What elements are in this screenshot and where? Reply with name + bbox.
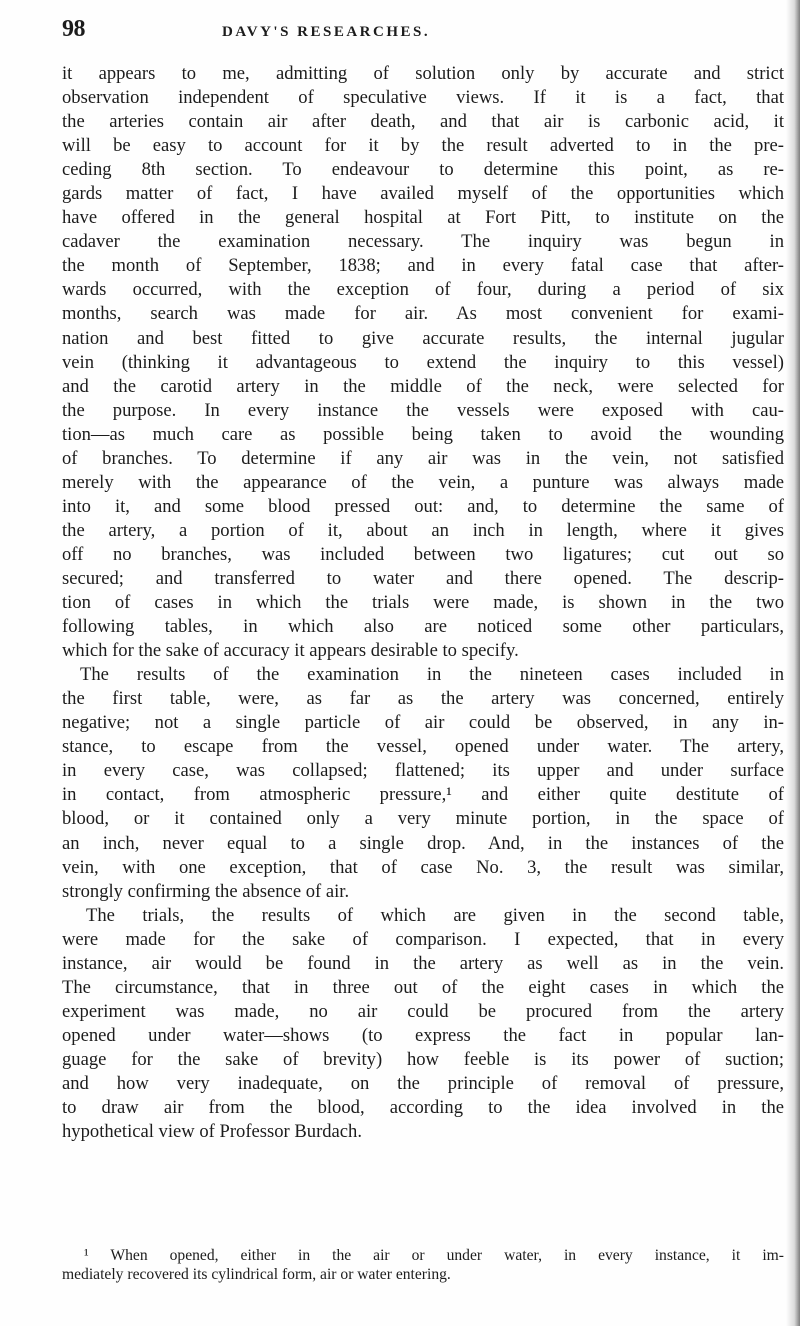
text-line: strongly confirming the absence of air. xyxy=(62,880,350,902)
text-line: merely with the appearance of the vein, a punture was always made xyxy=(62,471,784,493)
text-line: hypothetical view of Professor Burdach. xyxy=(62,1121,363,1143)
text-line: gards matter of fact, I have availed myself of the opportunities which xyxy=(62,183,784,205)
text-line: the purpose. In every instance the vessels were exposed with cau- xyxy=(62,399,784,421)
footnote-line: ¹ When opened, either in the air or under water, in every instance, it im- xyxy=(84,1247,784,1264)
footnote-line: mediately recovered its cylindrical form, air or water entering. xyxy=(62,1266,451,1283)
text-line: ceding 8th section. To endeavour to determine this point, as re- xyxy=(62,159,784,181)
text-line: vein (thinking it advantageous to extend the inquiry to this vessel) xyxy=(62,351,784,373)
text-line: in every case, was collapsed; flattened; its upper and under surface xyxy=(62,760,784,782)
text-line: an inch, never equal to a single drop. And, in the instances of the xyxy=(62,832,784,854)
text-line: and the carotid artery in the middle of the neck, were selected for xyxy=(62,375,784,397)
footnote xyxy=(62,1246,784,1284)
text-line: The results of the examination in the nineteen cases included in xyxy=(80,664,784,686)
text-line: opened under water—shows (to express the fact in popular lan- xyxy=(62,1024,784,1046)
text-line: were made for the sake of comparison. I expected, that in every xyxy=(62,928,784,950)
text-line: in contact, from atmospheric pressure,¹ and either quite destitute of xyxy=(62,784,784,806)
text-line: The trials, the results of which are given in the second table, xyxy=(86,904,784,926)
page-edge-shadow xyxy=(786,0,800,1326)
text-line: The circumstance, that in three out of the eight cases in which the xyxy=(62,976,784,998)
text-line: the artery, a portion of it, about an inch in length, where it gives xyxy=(62,519,784,541)
text-line: to draw air from the blood, according to the idea involved in the xyxy=(62,1097,784,1119)
running-head: DAVY'S RESEARCHES. xyxy=(222,24,431,40)
text-line: stance, to escape from the vessel, opened under water. The artery, xyxy=(62,736,784,758)
text-line: months, search was made for air. As most convenient for exami- xyxy=(62,303,784,325)
text-line: observation independent of speculative views. If it is a fact, that xyxy=(62,87,784,109)
text-line: into it, and some blood pressed out: and, to determine the same of xyxy=(62,495,784,517)
text-line: secured; and transferred to water and there opened. The descrip- xyxy=(62,567,784,589)
text-line: instance, air would be found in the artery as well as in the vein. xyxy=(62,952,784,974)
paragraph xyxy=(62,62,784,663)
text-line: cadaver the examination necessary. The inquiry was begun in xyxy=(62,231,784,253)
text-line: it appears to me, admitting of solution only by accurate and strict xyxy=(62,63,784,84)
text-line: the arteries contain air after death, and that air is carbonic acid, it xyxy=(62,111,784,133)
text-line: wards occurred, with the exception of four, during a period of six xyxy=(62,279,784,301)
text-line: experiment was made, no air could be procured from the artery xyxy=(62,1000,784,1022)
text-line: which for the sake of accuracy it appears desirable to specify. xyxy=(62,640,519,662)
text-line: following tables, in which also are noticed some other particulars, xyxy=(62,616,784,638)
text-line: have offered in the general hospital at Fort Pitt, to institute on the xyxy=(62,207,784,229)
text-line: off no branches, was included between two ligatures; cut out so xyxy=(62,543,784,565)
text-line: negative; not a single particle of air could be observed, in any in- xyxy=(62,712,784,734)
text-line: tion—as much care as possible being taken to avoid the wounding xyxy=(62,423,784,445)
text-line: the first table, were, as far as the artery was concerned, entirely xyxy=(62,688,784,710)
page-header xyxy=(62,16,770,46)
text-line: will be easy to account for it by the result adverted to in the pre- xyxy=(62,135,784,157)
page-number: 98 xyxy=(62,16,85,42)
text-line: of branches. To determine if any air was in the vein, not satisfied xyxy=(62,447,784,469)
text-line: blood, or it contained only a very minute portion, in the space of xyxy=(62,808,784,830)
body-text xyxy=(62,62,784,1144)
text-line: the month of September, 1838; and in every fatal case that after- xyxy=(62,255,784,277)
paragraph xyxy=(62,904,784,1144)
paragraph xyxy=(62,663,784,903)
text-line: guage for the sake of brevity) how feeble is its power of suction; xyxy=(62,1048,784,1070)
text-line: tion of cases in which the trials were made, is shown in the two xyxy=(62,592,784,614)
text-line: vein, with one exception, that of case No. 3, the result was similar, xyxy=(62,856,784,878)
text-line: nation and best fitted to give accurate results, the internal jugular xyxy=(62,327,784,349)
text-line: and how very inadequate, on the principle of removal of pressure, xyxy=(62,1072,784,1094)
